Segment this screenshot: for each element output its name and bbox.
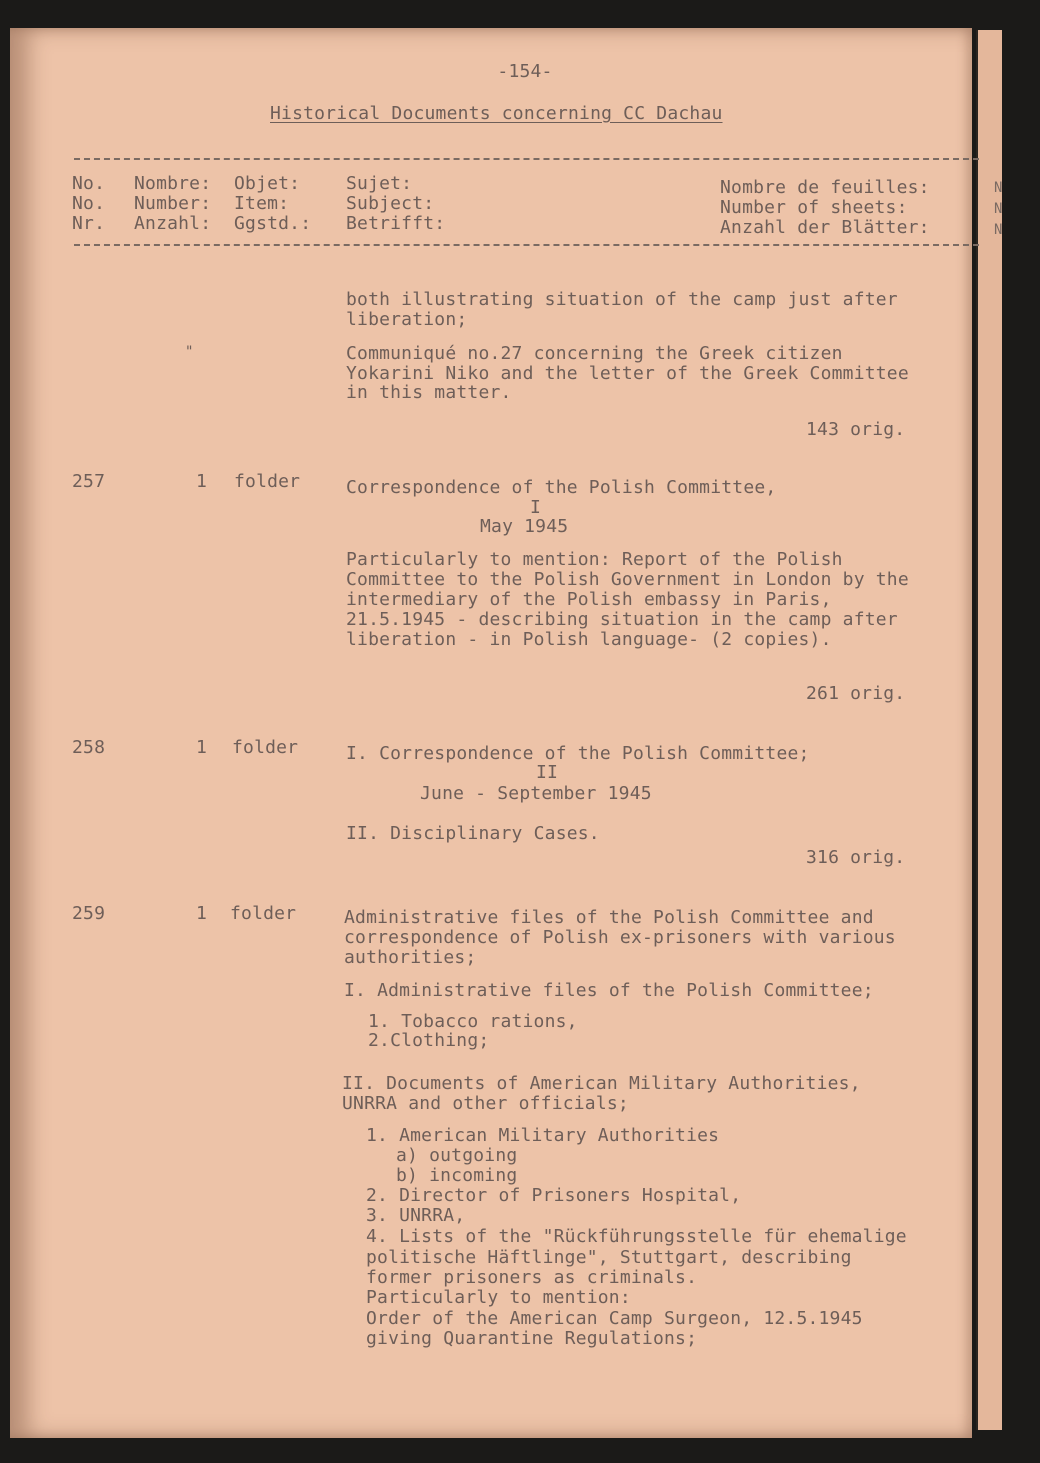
entry-line: former prisoners as criminals. [366, 1267, 698, 1288]
entry-line: 2. Director of Prisoners Hospital, [366, 1185, 742, 1206]
entry-line: May 1945 [480, 516, 569, 537]
header-item: Objet: Item: Ggstd.: [234, 173, 312, 234]
entry-item: folder [230, 903, 297, 924]
header-sheets: Nombre de feuilles: Number of sheets: Anzahl der Blätter: [720, 177, 930, 238]
entry-line: 4. Lists of the "Rückführungsstelle für ehemalige [366, 1226, 907, 1247]
entry-count: 1 [196, 903, 208, 924]
entry-number: 257 [72, 471, 106, 492]
entry-line: II [536, 762, 559, 783]
entry-item: folder [234, 471, 301, 492]
entry-line: Administrative files of the Polish Committee and [344, 907, 874, 928]
sheet-count: 261 orig. [806, 683, 906, 704]
entry-line: intermediary of the Polish embassy in Paris, [346, 589, 832, 610]
header-rule-top [74, 158, 979, 160]
entry-line: I. Administrative files of the Polish Committee; [344, 980, 874, 1001]
entry-line: giving Quarantine Regulations; [366, 1328, 698, 1349]
entry-line: 1. American Military Authorities [366, 1125, 720, 1146]
entry-line: Committee to the Polish Government in London by the [346, 569, 909, 590]
header-subject: Sujet: Subject: Betrifft: [346, 173, 446, 234]
header-count: Nombre: Number: Anzahl: [134, 173, 212, 234]
sheet-count: 316 orig. [806, 847, 906, 868]
entry-line: Particularly to mention: [366, 1287, 631, 1308]
entry-count: 1 [196, 471, 208, 492]
ditto-mark: " [185, 344, 194, 360]
document-page [10, 28, 972, 1438]
entry-line: UNRRA and other officials; [342, 1093, 629, 1114]
entry-line: politische Häftlinge", Stuttgart, describing [366, 1247, 852, 1268]
entry-line: correspondence of Polish ex-prisoners with various [344, 927, 896, 948]
entry-line: 1. Tobacco rations, [368, 1011, 578, 1032]
entry-cont-line: Communiqué no.27 concerning the Greek citizen [346, 343, 843, 364]
entry-cont-line: Yokarini Niko and the letter of the Greek Committee [346, 363, 909, 384]
edge-letter: N [994, 180, 1003, 196]
page-title: Historical Documents concerning CC Dachau [270, 103, 723, 124]
sheet-count: 143 orig. [806, 419, 906, 440]
entry-line: Correspondence of the Polish Committee, [346, 477, 777, 498]
entry-line: Particularly to mention: Report of the Polish [346, 549, 843, 570]
entry-line: I [530, 497, 542, 518]
adjacent-page-edge [976, 30, 1002, 1430]
entry-line: a) outgoing [396, 1145, 518, 1166]
entry-cont-line: both illustrating situation of the camp just after [346, 289, 898, 310]
entry-line: II. Disciplinary Cases. [346, 823, 600, 844]
entry-cont-line: liberation; [346, 309, 468, 330]
entry-line: II. Documents of American Military Authorities, [342, 1073, 861, 1094]
entry-number: 258 [72, 737, 106, 758]
entry-count: 1 [196, 737, 208, 758]
entry-line: June - September 1945 [420, 783, 652, 804]
entry-number: 259 [72, 903, 106, 924]
entry-line: 3. UNRRA, [366, 1205, 466, 1226]
entry-line: Order of the American Camp Surgeon, 12.5.1945 [366, 1308, 863, 1329]
entry-item: folder [232, 737, 299, 758]
header-rule-bottom [74, 244, 979, 246]
edge-letter: N [994, 201, 1003, 217]
entry-line: I. Correspondence of the Polish Committee; [346, 743, 810, 764]
page-number: -154- [497, 61, 553, 82]
entry-line: b) incoming [396, 1165, 518, 1186]
header-no: No. No. Nr. [72, 173, 106, 234]
entry-cont-line: in this matter. [346, 382, 512, 403]
entry-line: liberation - in Polish language- (2 copies). [346, 629, 832, 650]
entry-line: 2.Clothing; [368, 1030, 490, 1051]
edge-letter: N [994, 222, 1003, 238]
entry-line: authorities; [344, 947, 477, 968]
entry-line: 21.5.1945 - describing situation in the camp after [346, 609, 898, 630]
